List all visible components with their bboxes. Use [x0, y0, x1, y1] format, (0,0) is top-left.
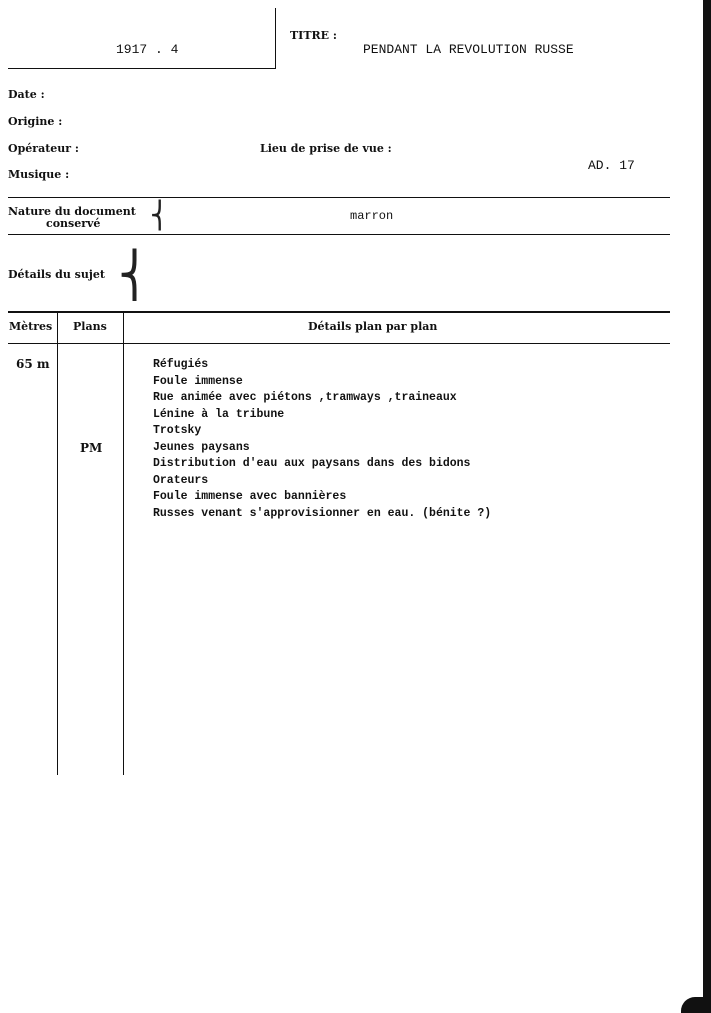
lieu-label: Lieu de prise de vue :: [260, 142, 392, 155]
nature-value: marron: [350, 209, 394, 223]
plan-details-list: [153, 357, 491, 522]
plan-detail-row: Russes venant s'approvisionner en eau. (bénite ?): [153, 506, 492, 520]
plan-detail-row: Trotsky: [153, 424, 202, 437]
titre-label: TITRE :: [290, 29, 337, 42]
metres-value: 65 m: [16, 357, 50, 371]
details-sujet-label: Détails du sujet: [8, 268, 105, 281]
date-label: Date :: [8, 88, 45, 101]
archive-code: AD. 17: [588, 158, 635, 173]
details-sujet-brace: ⎨: [118, 250, 151, 301]
plan-detail-row: Rue animée avec piétons ,tramways ,traineaux: [153, 391, 457, 404]
table-header-rule: [8, 343, 670, 344]
plan-detail-row: Lénine à la tribune: [153, 407, 285, 421]
nature-bottom-rule: [8, 234, 670, 235]
table-col-divider-1: [57, 312, 58, 775]
nature-top-rule: [8, 197, 670, 198]
nature-brace: ⎨: [150, 201, 170, 231]
table-col-divider-2: [123, 312, 124, 775]
reference-number: 1917 . 4: [116, 42, 179, 57]
plan-detail-row: Orateurs: [153, 473, 209, 487]
origine-label: Origine :: [8, 115, 63, 128]
col-header-details: Détails plan par plan: [308, 320, 438, 333]
header-underline: [8, 68, 276, 69]
operateur-label: Opérateur :: [8, 142, 79, 155]
musique-label: Musique :: [8, 168, 70, 181]
col-header-metres: Mètres: [9, 320, 53, 333]
nature-label-line1: Nature du document: [8, 205, 136, 218]
nature-label-line2: conservé: [46, 217, 101, 230]
plans-value: PM: [80, 441, 103, 455]
table-top-rule: [8, 311, 670, 313]
plan-detail-row: Réfugiés: [153, 358, 209, 371]
scan-edge-shadow: [701, 0, 711, 1013]
col-header-plans: Plans: [73, 320, 107, 333]
plan-detail-row: Foule immense: [153, 374, 243, 388]
header-divider-vertical: [275, 8, 276, 68]
plan-detail-row: Foule immense avec bannières: [153, 490, 347, 503]
plan-detail-row: Distribution d'eau aux paysans dans des bidons: [153, 457, 471, 470]
plan-detail-row: Jeunes paysans: [153, 440, 250, 454]
titre-value: PENDANT LA REVOLUTION RUSSE: [363, 42, 574, 57]
